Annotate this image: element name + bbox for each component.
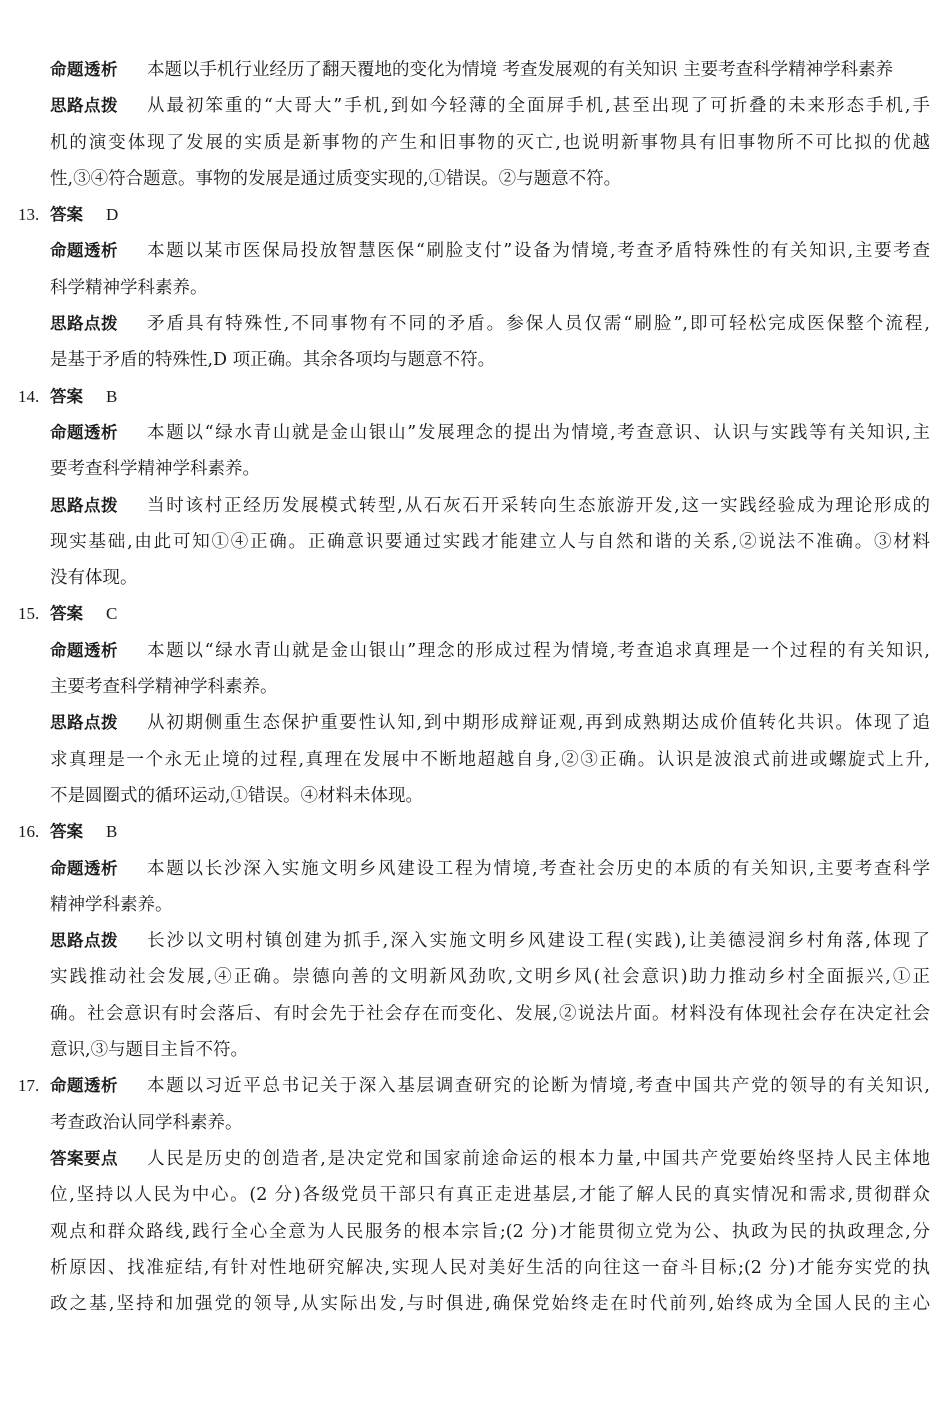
answer-value: B <box>106 386 118 406</box>
question-number: 13. <box>18 205 40 225</box>
text-line <box>0 1250 950 1286</box>
section-label: 思路点拨 <box>50 314 118 334</box>
section-label: 思路点拨 <box>50 931 118 951</box>
text-line <box>0 451 950 487</box>
section-text: 性,③④符合题意。事物的发展是通过质变实现的,①错误。②与题意不符。 <box>50 168 622 189</box>
section-text: 析原因、找准症结,有针对性地研究解决,实现人民对美好生活的向往这一奋斗目标;(2 分)才能夯实党的执 <box>50 1257 930 1278</box>
text-line <box>0 1214 950 1250</box>
section-text: 机的演变体现了发展的实质是新事物的产生和旧事物的灭亡,也说明新事物具有旧事物所不可比拟的优越 <box>50 132 930 153</box>
section-label: 思路点拨 <box>50 495 118 515</box>
section-label: 思路点拨 <box>50 713 118 733</box>
text-line <box>0 161 950 197</box>
answer-line <box>0 814 950 850</box>
section-text: 从最初笨重的“大哥大”手机,到如今轻薄的全面屏手机,甚至出现了可折叠的未来形态手机,手 <box>147 96 930 117</box>
answer-label: 答案 <box>50 604 83 624</box>
section-text: 本题以长沙深入实施文明乡风建设工程为情境,考查社会历史的本质的有关知识,主要考查科学 <box>147 858 930 879</box>
section-text: 主要考查科学精神学科素养。 <box>50 677 278 698</box>
text-line <box>0 270 950 306</box>
section-text: 本题以手机行业经历了翻天覆地的变化为情境 考查发展观的有关知识 主要考查科学精神学科素养 <box>147 60 894 80</box>
section-text: 本题以某市医保局投放智慧医保“刷脸支付”设备为情境,考查矛盾特殊性的有关知识,主要考查 <box>147 241 930 262</box>
section-label: 思路点拨 <box>50 96 118 116</box>
text-line <box>0 1068 950 1104</box>
section-text: 是基于矛盾的特殊性,D 项正确。其余各项均与题意不符。 <box>50 350 496 371</box>
text-line <box>0 88 950 124</box>
section-text: 意识,③与题目主旨不符。 <box>50 1040 249 1061</box>
section-text: 位,坚持以人民为中心。(2 分)各级党员干部只有真正走进基层,才能了解人民的真实情况和需求,贯彻群众 <box>50 1185 930 1206</box>
question-block <box>0 814 950 1068</box>
section-label: 命题透析 <box>50 422 118 442</box>
text-line <box>0 669 950 705</box>
text-line <box>0 1141 950 1177</box>
section-text: 从初期侧重生态保护重要性认知,到中期形成辩证观,再到成熟期达成价值转化共识。体现了追 <box>147 713 930 734</box>
text-line <box>0 851 950 887</box>
question-block <box>0 596 950 814</box>
text-line <box>0 488 950 524</box>
section-text: 观点和群众路线,践行全心全意为人民服务的根本宗旨;(2 分)才能贯彻立党为公、执政为民的执政理念,分 <box>50 1221 930 1242</box>
answer-value: D <box>106 205 119 225</box>
section-text: 科学精神学科素养。 <box>50 277 208 298</box>
section-text: 本题以“绿水青山就是金山银山”发展理念的提出为情境,考查意识、认识与实践等有关知识,主 <box>147 422 930 443</box>
answer-label: 答案 <box>50 822 83 842</box>
text-line <box>0 1177 950 1213</box>
text-line <box>0 415 950 451</box>
question-number: 17. <box>18 1076 40 1096</box>
section-text: 考查政治认同学科素养。 <box>50 1112 243 1133</box>
section-text: 求真理是一个永无止境的过程,真理在发展中不断地超越自身,②③正确。认识是波浪式前进或螺旋式上升, <box>50 749 930 770</box>
text-line <box>0 125 950 161</box>
question-block <box>0 1068 950 1322</box>
section-label: 答案要点 <box>50 1148 118 1168</box>
answer-line <box>0 379 950 415</box>
answer-label: 答案 <box>50 205 83 225</box>
question-number: 14. <box>18 386 40 406</box>
section-text: 矛盾具有特殊性,不同事物有不同的矛盾。参保人员仅需“刷脸”,即可轻松完成医保整个流程, <box>147 314 930 335</box>
text-line <box>0 887 950 923</box>
text-line <box>0 705 950 741</box>
section-label: 命题透析 <box>50 60 118 79</box>
section-text: 实践推动社会发展,④正确。崇德向善的文明新风劲吹,文明乡风(社会意识)助力推动乡村全面振兴,①正 <box>50 967 930 988</box>
text-line <box>0 524 950 560</box>
section-text: 不是圆圈式的循环运动,①错误。④材料未体现。 <box>50 785 424 806</box>
section-text: 本题以“绿水青山就是金山银山”理念的形成过程为情境,考查追求真理是一个过程的有关知识, <box>147 640 930 661</box>
answer-label: 答案 <box>50 386 83 406</box>
text-line <box>0 560 950 596</box>
answer-value: C <box>106 604 118 624</box>
question-block <box>0 197 950 378</box>
text-line <box>0 1105 950 1141</box>
text-line <box>0 742 950 778</box>
text-line <box>0 1286 950 1322</box>
text-line <box>0 1032 950 1068</box>
section-text: 当时该村正经历发展模式转型,从石灰石开采转向生态旅游开发,这一实践经验成为理论形成的 <box>147 495 930 516</box>
section-text: 现实基础,由此可知①④正确。正确意识要通过实践才能建立人与自然和谐的关系,②说法不准确。③材料 <box>50 531 930 552</box>
section-text: 长沙以文明村镇创建为抓手,深入实施文明乡风建设工程(实践),让美德浸润乡村角落,体现了 <box>147 931 930 952</box>
text-line <box>0 996 950 1032</box>
section-text: 本题以习近平总书记关于深入基层调查研究的论断为情境,考查中国共产党的领导的有关知识, <box>147 1076 930 1097</box>
section-label: 命题透析 <box>50 858 118 878</box>
section-text: 政之基,坚持和加强党的领导,从实际出发,与时俱进,确保党始终走在时代前列,始终成为全国人民的主心 <box>50 1294 930 1315</box>
answer-line <box>0 197 950 233</box>
text-line <box>0 633 950 669</box>
question-block <box>0 379 950 597</box>
text-line <box>0 342 950 378</box>
text-line <box>0 306 950 342</box>
text-line <box>0 233 950 269</box>
question-number: 15. <box>18 604 40 624</box>
question-number: 16. <box>18 822 40 842</box>
text-line <box>0 959 950 995</box>
text-line <box>0 778 950 814</box>
section-label: 命题透析 <box>50 640 118 660</box>
section-text: 没有体现。 <box>50 568 138 589</box>
answer-value: B <box>106 822 118 842</box>
answer-explanations-page <box>0 52 950 1322</box>
text-line <box>0 923 950 959</box>
section-text: 要考查科学精神学科素养。 <box>50 459 260 480</box>
section-text: 确。社会意识有时会落后、有时会先于社会存在而变化、发展,②说法片面。材料没有体现社会存在决定社会 <box>50 1003 930 1024</box>
section-text: 精神学科素养。 <box>50 894 173 915</box>
section-label: 命题透析 <box>50 1076 118 1096</box>
question-block <box>0 52 950 197</box>
section-text: 人民是历史的创造者,是决定党和国家前途命运的根本力量,中国共产党要始终坚持人民主体地 <box>147 1148 930 1169</box>
section-label: 命题透析 <box>50 241 118 261</box>
text-line <box>0 52 950 88</box>
answer-line <box>0 596 950 632</box>
